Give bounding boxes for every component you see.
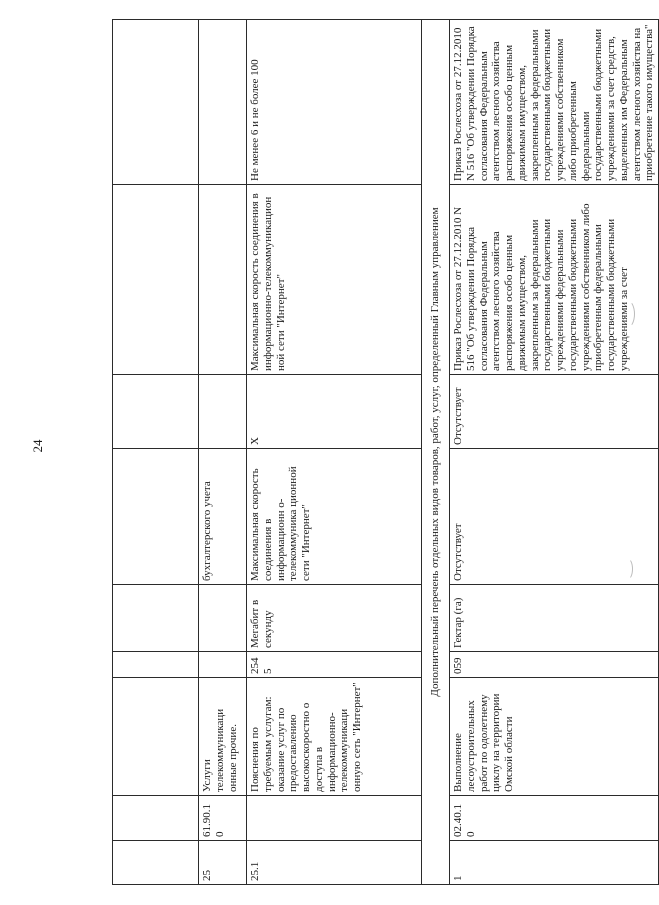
table-cell (199, 20, 247, 185)
table-cell: 2545 (247, 652, 422, 678)
table-cell: Х (247, 375, 422, 449)
table-cell: бухгалтерского учета (199, 449, 247, 585)
table-cell (199, 585, 247, 652)
table-cell: Максимальная скорость соединения в информационно-телекоммуникацион ной сети "Интернет" (247, 185, 422, 375)
scan-artifact (622, 558, 633, 580)
table-cell: Услуги телекоммуникаци онные прочие. (199, 678, 247, 796)
table-cell (113, 652, 199, 678)
table-body (113, 20, 659, 885)
table-cell: Отсутствует (450, 375, 659, 449)
table-cell: Пояснения по требуемым услугам: оказание услуг по предоставлению высокоскоростно о доступа в информационно-телекоммуникаци онную сеть "Интернет" (247, 678, 422, 796)
page-number: 24 (30, 439, 45, 453)
table-cell: 059 (450, 652, 659, 678)
table-cell: Выполнение лесоустроительных работ по одолетнему циклу на территории Омской области (450, 678, 659, 796)
row-25 (199, 20, 247, 885)
table-cell (113, 449, 199, 585)
rotated-page (112, 20, 656, 885)
table-cell (113, 20, 199, 185)
table-cell: 02.40.10 (450, 796, 659, 841)
table-cell: 25 (199, 841, 247, 885)
scan-artifact (620, 300, 635, 328)
table-cell (113, 585, 199, 652)
table-cell: Гектар (га) (450, 585, 659, 652)
table-cell (247, 796, 422, 841)
table-cell: Приказ Рослесхоза от 27.12.2010 N 516 "Об утверждении Порядка согласования Федеральным агентством лесного хозяйства распоряжения особо ценным движимым имуществом, закрепленным за федеральными государственными бюджетными учреждениями собственником либо приобретенным федеральными государственными бюджетными учреждениями за счет средств, выделенных им Федеральным агентством лесного хозяйства на приобретение такого имущества" (450, 20, 659, 185)
table-cell: Приказ Рослесхоза от 27.12.2010 N 516 "Об утверждении Порядка согласования Федеральным агентством лесного хозяйства распоряжения особо ценным движимым имуществом, закрепленным за федеральными государственными бюджетными учреждениями федеральными государственными бюджетными учреждениями собственником либо приобретенным федеральными государственными бюджетными учреждениями за счет (450, 185, 659, 375)
table-cell (199, 375, 247, 449)
table-cell: 61.90.10 (199, 796, 247, 841)
table-cell (199, 652, 247, 678)
row-25-1 (247, 20, 422, 885)
table-cell (113, 678, 199, 796)
table-cell: 25.1 (247, 841, 422, 885)
table-cell: Отсутствует (450, 449, 659, 585)
table-cell (113, 375, 199, 449)
table-cell: Не менее 6 и не более 100 (247, 20, 422, 185)
table-cell: Мегабит в секунду (247, 585, 422, 652)
table-cell: Максимальная скорость соединения в информационн о-телекоммуника ционной сети "Интернет" (247, 449, 422, 585)
subheader-cell: Дополнительный перечень отдельных видов товаров, работ, услуг, определенный Главным управлением (422, 20, 450, 885)
subheader-row (422, 20, 450, 885)
row-top (113, 20, 199, 885)
procurement-table (112, 19, 659, 885)
table-cell (199, 185, 247, 375)
table-cell (113, 796, 199, 841)
row-1 (450, 20, 659, 885)
table-cell: 1 (450, 841, 659, 885)
table-cell (113, 841, 199, 885)
table-cell (113, 185, 199, 375)
